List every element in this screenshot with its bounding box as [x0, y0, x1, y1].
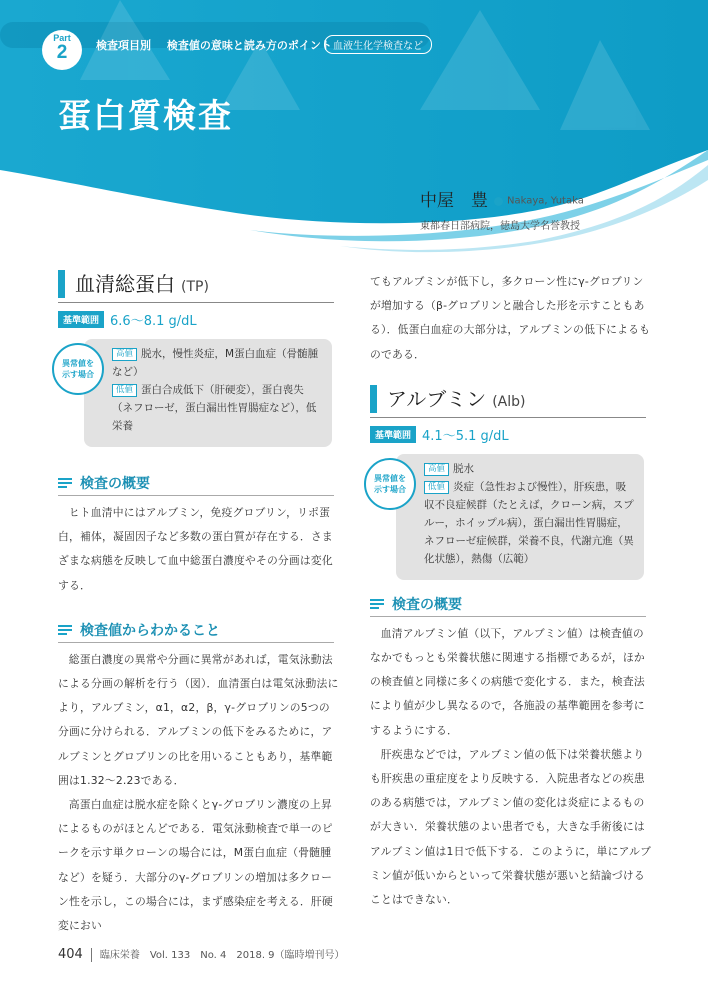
- breadcrumb-item-1: 検査項目別: [96, 39, 151, 52]
- page-title: 蛋白質検査: [58, 96, 233, 135]
- subsection-divider: [58, 495, 334, 496]
- part-badge: [42, 30, 82, 70]
- overview-body: [370, 622, 652, 912]
- subsection-title-text: 検査値からわかること: [80, 622, 220, 639]
- author-name-line: [420, 186, 584, 211]
- author-name: 中屋 豊: [420, 191, 488, 211]
- high-value-row: [424, 460, 636, 478]
- heading-lines-icon: [370, 597, 384, 611]
- journal-citation: 臨床栄養 Vol. 133 No. 4 2018. 9（臨時増刊号）: [99, 950, 345, 961]
- breadcrumb-item-2: 検査値の意味と読み方のポイント: [166, 39, 332, 52]
- abnormal-badge-line-2: 示す場合: [374, 484, 406, 494]
- heading-lines-icon: [58, 476, 72, 490]
- abnormal-values-panel: [370, 454, 652, 584]
- section-title-text: アルブミン: [387, 386, 487, 411]
- paragraph: ヒト血清中にはアルブミン，免疫グロブリン，リポ蛋白，補体，凝固因子など多数の蛋白質が存在する．さまざまな病態を反映して血中総蛋白濃度やその分画は変化する．: [58, 506, 333, 592]
- abnormal-values-badge: [364, 458, 416, 510]
- high-value-tag: 高値: [112, 348, 137, 361]
- reference-range-label: 基準範囲: [58, 311, 104, 328]
- header-banner: [0, 0, 708, 300]
- abnormal-values-badge: [52, 343, 104, 395]
- findings-body: [58, 648, 340, 938]
- category-tag: 血液生化学検査など: [324, 35, 432, 54]
- page-footer: [58, 946, 345, 962]
- subsection-divider: [58, 642, 334, 643]
- part-word: Part: [53, 33, 71, 43]
- continued-body: [370, 270, 652, 367]
- high-value-text: 脱水: [453, 462, 475, 475]
- abnormal-badge-line-1: 異常値を: [374, 473, 406, 483]
- subsection-title-text: 検査の概要: [392, 596, 462, 613]
- author-name-roman: Nakaya, Yutaka: [507, 195, 584, 207]
- subsection-divider: [370, 616, 646, 617]
- reference-range: [58, 309, 340, 327]
- section-title-tp: [58, 270, 340, 298]
- abnormal-values-box: [84, 339, 332, 447]
- author-block: [420, 186, 584, 232]
- reference-range-value: 6.6～8.1 g/dL: [110, 314, 197, 329]
- reference-range-value: 4.1～5.1 g/dL: [422, 428, 509, 444]
- heading-lines-icon: [58, 623, 72, 637]
- low-value-text: 蛋白合成低下（肝硬変），蛋白喪失（ネフローゼ，蛋白漏出性胃腸症など），低栄養: [112, 384, 317, 432]
- high-value-text: 脱水，慢性炎症，M蛋白血症（骨髄腫など）: [112, 348, 319, 378]
- high-value-tag: 高値: [424, 463, 449, 476]
- left-column: [58, 270, 340, 938]
- page-number: 404: [58, 947, 83, 962]
- author-affiliation: 東都春日部病院，徳島大学名誉教授: [420, 221, 580, 232]
- reference-range-label: 基準範囲: [370, 426, 416, 443]
- section-divider: [370, 417, 646, 418]
- subsection-title-text: 検査の概要: [80, 476, 150, 492]
- part-number: 2: [56, 42, 68, 63]
- section-title-abbr: (Alb): [492, 393, 526, 410]
- low-value-text: 炎症（急性および慢性），肝疾患，吸収不良症候群（たとえば，クローン病，スプルー，ホイップル病），蛋白漏出性胃腸症，ネフローゼ症候群，栄養不良，代謝亢進（異化状態），熱傷（広範）: [424, 480, 634, 565]
- paragraph: 総蛋白濃度の異常や分画に異常があれば，電気泳動法による分画の解析を行う（図）．血清蛋白は電気泳動法により，アルブミン，α1，α2，β，γ-グロブリンの5つの分画に分けられる．アルブミンの低下をみるために，アルブミンとグロブリンの比を用いることもあり，基準範囲は1.32～2.23である．: [58, 652, 339, 787]
- abnormal-values-panel: [58, 339, 340, 451]
- footer-separator: [91, 948, 92, 962]
- low-value-row: [112, 381, 324, 435]
- breadcrumb: [96, 37, 344, 53]
- paragraph: 高蛋白血症は脱水症を除くとγ-グロブリン濃度の上昇によるものがほとんどである．電気泳動検査で単一のピークを示す単クローンの場合には，M蛋白血症（骨髄腫など）を疑う．大部分のγ-グロブリンの増加は多クローン性を示し，この場合には，まず感染症を考える．肝硬変におい: [58, 798, 333, 933]
- paragraph: 肝疾患などでは，アルブミン値の低下は栄養状態よりも肝疾患の重症度をより反映する．入院患者などの疾患のある病態では，アルブミン値の変化は炎症によるものが大きい．栄養状態のよい患者でも，大きな手術後にはアルブミン値は1日で低下する．このように，単にアルブミン値が低いからといって栄養状態が悪いと結論づけることはできない．: [370, 747, 652, 907]
- low-value-row: [424, 478, 636, 568]
- bullet-dot-icon: [494, 197, 503, 206]
- subsection-title-findings: [58, 620, 340, 640]
- abnormal-badge-line-1: 異常値を: [62, 359, 94, 368]
- section-title-text: 血清総蛋白: [75, 272, 175, 296]
- low-value-tag: 低値: [112, 384, 137, 397]
- abnormal-values-box: [396, 454, 644, 580]
- paragraph: てもアルブミンが低下し，多クローン性にγ-グロブリンが増加する（β-グロブリンと融合した形を示すこともある）．低蛋白血症の大部分は，アルブミンの低下によるものである．: [370, 275, 651, 361]
- reference-range: [370, 424, 652, 442]
- overview-body: [58, 501, 340, 598]
- right-column: [370, 270, 652, 912]
- section-divider: [58, 302, 334, 303]
- low-value-tag: 低値: [424, 481, 449, 494]
- subsection-title-overview: [58, 473, 340, 493]
- paragraph: 血清アルブミン値（以下，アルブミン値）は検査値のなかでもっとも栄養状態に関連する指標であるが，ほかの検査値と同様に多くの病態で変化する．また，検査法により値が少し異なるので，各施設の基準範囲を参考にするようにする．: [370, 626, 645, 737]
- section-title-alb: [370, 385, 652, 413]
- high-value-row: [112, 345, 324, 381]
- subsection-title-overview: [370, 594, 652, 614]
- section-title-abbr: (TP): [181, 279, 209, 295]
- abnormal-badge-line-2: 示す場合: [62, 370, 94, 379]
